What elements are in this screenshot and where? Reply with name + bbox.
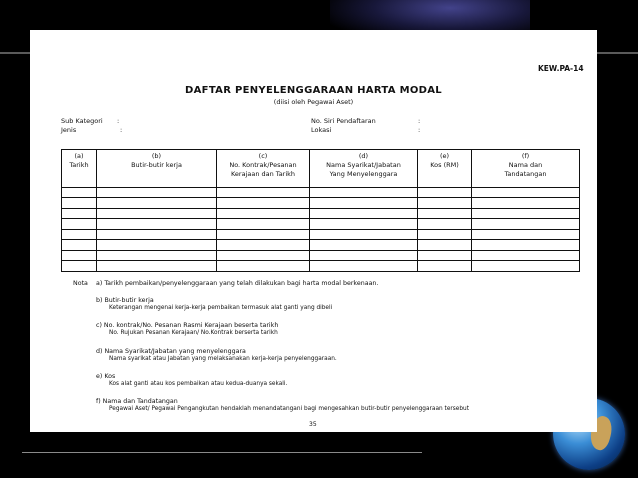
maintenance-table <box>61 149 580 272</box>
column-header-d: (d) Nama Syarikat/Jabatan Yang Menyelenggara <box>310 150 418 188</box>
field-lokasi-label: Lokasi <box>311 126 332 134</box>
field-colon: : <box>418 126 421 134</box>
table-row <box>62 187 580 198</box>
table-row <box>62 198 580 209</box>
note-d-head: d) Nama Syarikat/Jabatan yang menyelenggara <box>96 348 246 355</box>
form-page <box>30 30 597 432</box>
note-b-head: b) Butir-butir kerja <box>96 297 154 304</box>
field-jenis-label: Jenis <box>61 126 77 134</box>
note-e-sub: Kos alat ganti atau kos pembaikan atau kedua-duanya sekali. <box>109 381 288 387</box>
page-number: 35 <box>309 421 317 428</box>
note-f-sub: Pegawai Aset/ Pegawai Pengangkutan hendaklah menandatangani bagi mengesahkan butir-butir penyelenggaraan tersebut <box>109 406 469 412</box>
column-header-c: (c) No. Kontrak/Pesanan Kerajaan dan Tarikh <box>217 150 310 188</box>
table-row <box>62 250 580 261</box>
column-header-a: (a) Tarikh <box>62 150 97 188</box>
column-header-f: (f) Nama dan Tandatangan <box>472 150 580 188</box>
table-row <box>62 261 580 272</box>
column-header-e: (e) Kos (RM) <box>418 150 472 188</box>
notes-label: Nota <box>73 280 88 287</box>
table-row <box>62 219 580 230</box>
table-row <box>62 229 580 240</box>
note-e-head: e) Kos <box>96 373 116 380</box>
note-a-head: a) Tarikh pembaikan/penyelenggaraan yang telah dilakukan bagi harta modal berkenaan. <box>96 280 379 287</box>
table-row <box>62 208 580 219</box>
note-c-sub: No. Rujukan Pesanan Kerajaan/ No.Kontrak berserta tarikh <box>109 330 278 336</box>
note-b-sub: Keterangan mengenai kerja-kerja pembaikan termasuk alat ganti yang dibeli <box>109 305 333 311</box>
table-row <box>62 240 580 251</box>
field-sub-kategori-label: Sub Kategori <box>61 117 103 125</box>
table-header-row <box>62 150 580 188</box>
field-colon: : <box>117 117 120 125</box>
field-no-siri-label: No. Siri Pendaftaran <box>311 117 376 125</box>
form-subtitle: (diisi oleh Pegawai Aset) <box>273 98 354 106</box>
note-f-head: f) Nama dan Tandatangan <box>96 398 178 405</box>
form-code: KEW.PA-14 <box>538 64 584 73</box>
slide-bottom-rule <box>22 452 422 453</box>
form-title: DAFTAR PENYELENGGARAAN HARTA MODAL <box>185 85 442 96</box>
field-colon: : <box>418 117 421 125</box>
note-d-sub: Nama syarikat atau Jabatan yang melaksanakan kerja-kerja penyelenggaraan. <box>109 356 337 362</box>
field-colon: : <box>120 126 123 134</box>
column-header-b: (b) Butir-butir kerja <box>97 150 217 188</box>
note-c-head: c) No. kontrak/No. Pesanan Rasmi Kerajaan beserta tarikh <box>96 322 279 329</box>
